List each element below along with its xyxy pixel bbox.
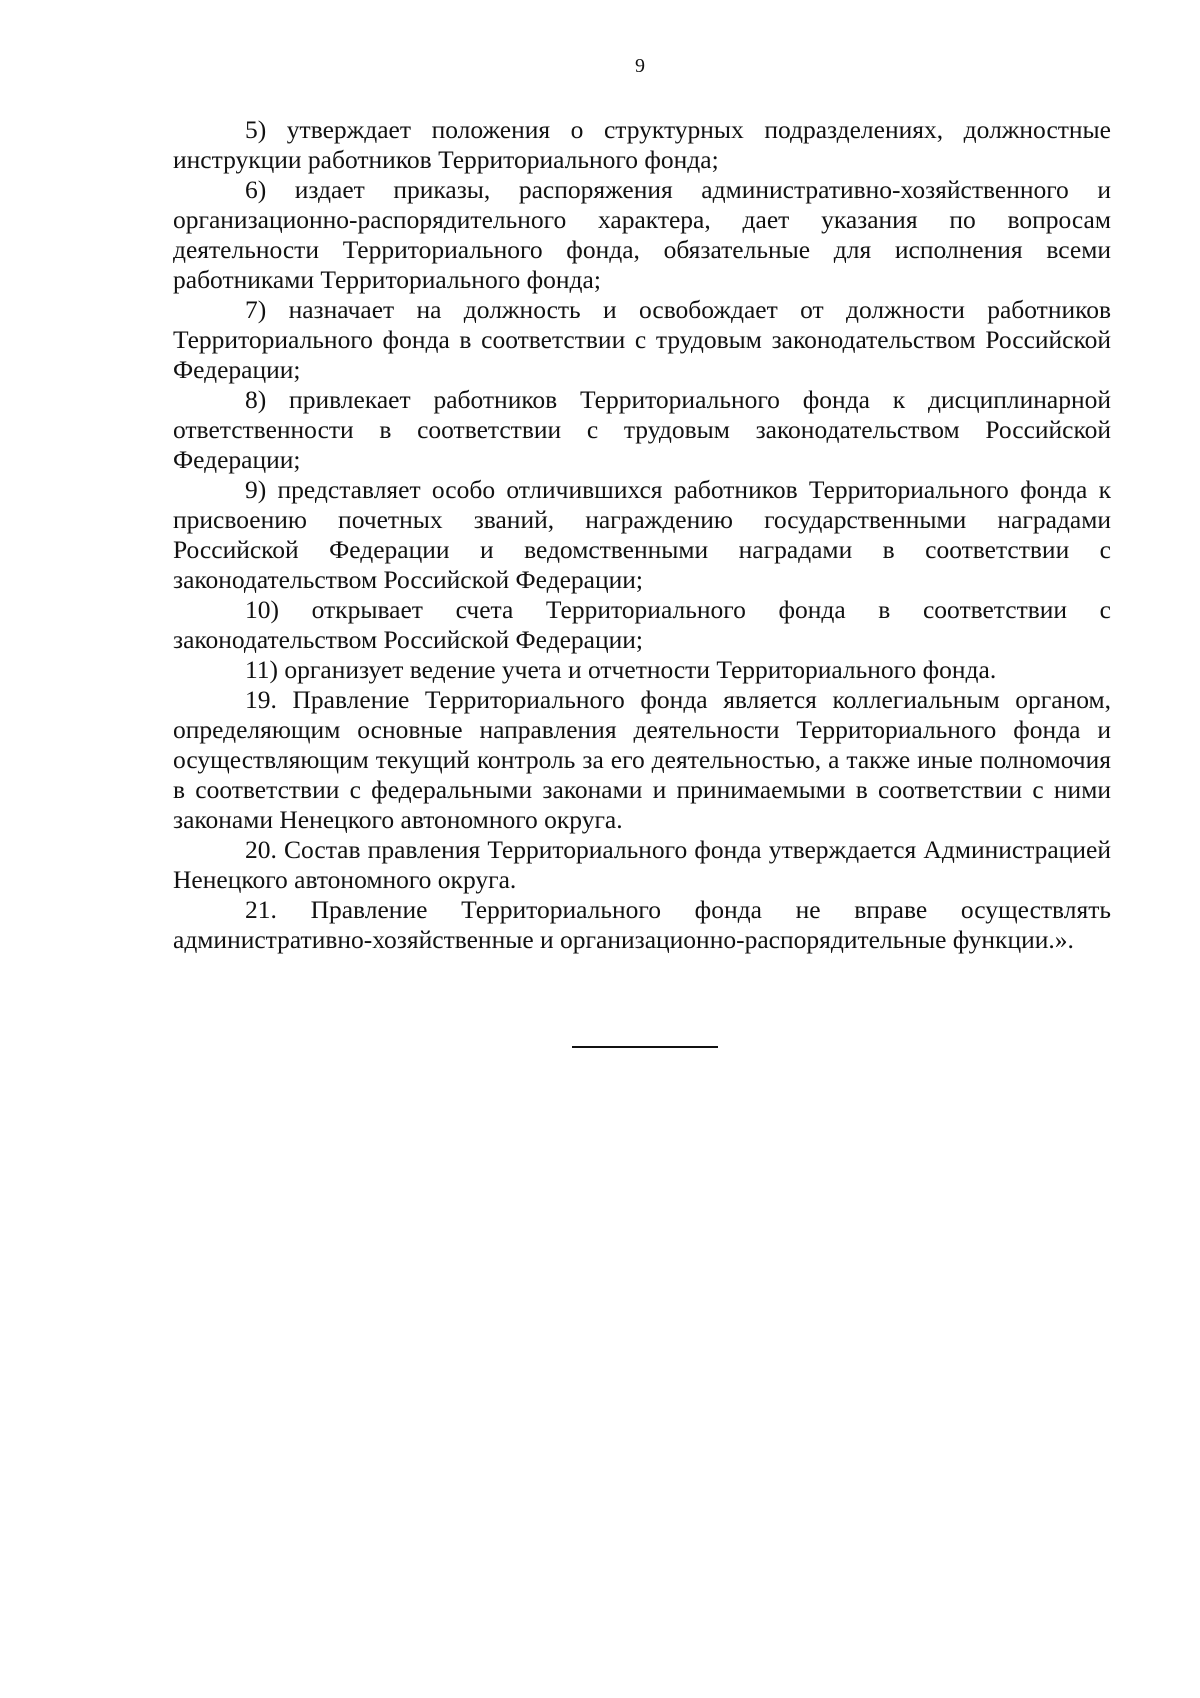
paragraph-item-9: 9) представляет особо отличившихся работников Территориального фонда к присвоению почетных званий, награждению государственными наградами Российской Федерации и ведомственными наградами в соответствии с законодательством Российской Федерации;: [173, 475, 1111, 594]
paragraph-item-10: 10) открывает счета Территориального фонда в соответствии с законодательством Российской Федерации;: [173, 595, 1111, 654]
paragraph-item-11: 11) организует ведение учета и отчетности Территориального фонда.: [245, 655, 997, 684]
paragraph-item-8: 8) привлекает работников Территориального фонда к дисциплинарной ответственности в соответствии с трудовым законодательством Российской Федерации;: [173, 385, 1111, 474]
page-number: 9: [635, 55, 645, 77]
paragraph-item-6: 6) издает приказы, распоряжения административно-хозяйственного и организационно-распорядительного характера, дает указания по вопросам деятельности Территориального фонда, обязательные для исполнения всеми работниками Территориального фонда;: [173, 175, 1111, 294]
paragraph-section-21: 21. Правление Территориального фонда не вправе осуществлять административно-хозяйственные и организационно-распорядительные функции.».: [173, 895, 1111, 954]
end-divider: [572, 1046, 718, 1048]
paragraph-item-7: 7) назначает на должность и освобождает от должности работников Территориального фонда в соответствии с трудовым законодательством Российской Федерации;: [173, 295, 1111, 384]
document-body: [173, 115, 1111, 955]
paragraph-section-19: 19. Правление Территориального фонда является коллегиальным органом, определяющим основные направления деятельности Территориального фонда и осуществляющим текущий контроль за его деятельностью, а также иные полномочия в соответствии с федеральными законами и принимаемыми в соответствии с ними законами Ненецкого автономного округа.: [173, 685, 1111, 834]
paragraph-section-20: 20. Состав правления Территориального фонда утверждается Администрацией Ненецкого автономного округа.: [173, 835, 1111, 894]
paragraph-item-5: 5) утверждает положения о структурных подразделениях, должностные инструкции работников Территориального фонда;: [173, 115, 1111, 174]
